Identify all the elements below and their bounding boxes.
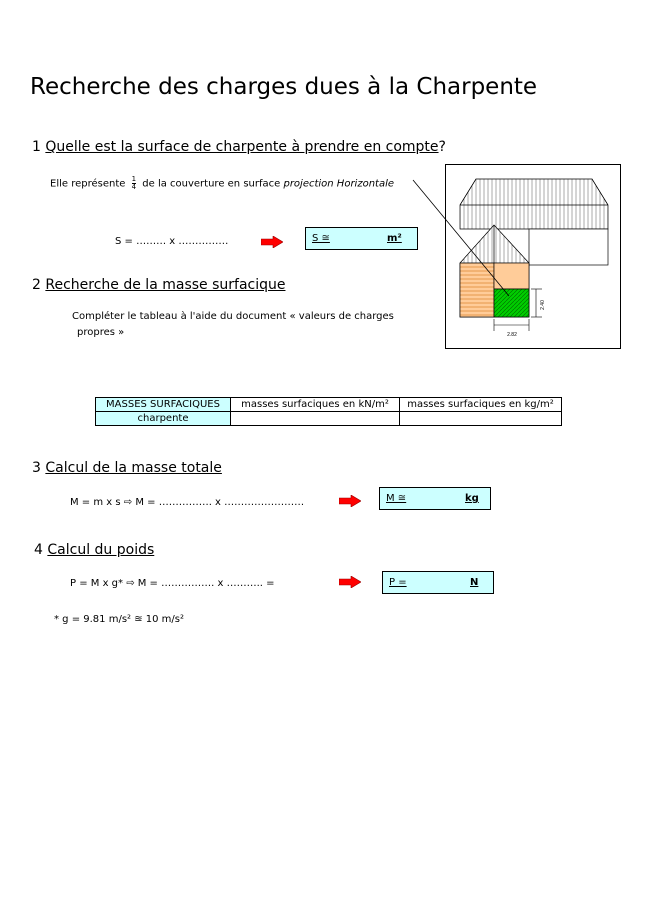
surface-answer-unit: m²	[387, 233, 402, 244]
surface-answer-box[interactable]	[305, 227, 418, 250]
section-1-heading	[32, 139, 446, 155]
dimension-vertical: 2.40	[540, 300, 546, 310]
section-4-title: Calcul du poids	[47, 542, 155, 558]
section-1-description	[50, 176, 394, 191]
instruction-line-1: Compléter le tableau à l'aide du document « valeurs de charges	[72, 311, 394, 322]
kg-input-cell[interactable]	[400, 412, 562, 426]
description-text-before: Elle représente	[50, 178, 126, 190]
table-header-row	[96, 398, 562, 412]
instruction-line-2: propres »	[77, 327, 125, 338]
section-3-number: 3	[32, 460, 41, 476]
mass-answer-box[interactable]	[379, 487, 491, 510]
dimension-horizontal: 2.82	[507, 332, 517, 338]
mass-answer-label: M ≅	[386, 493, 407, 504]
section-4-heading	[34, 542, 154, 558]
table-row	[96, 412, 562, 426]
fraction	[132, 176, 136, 191]
surface-answer-label: S ≅	[312, 233, 330, 244]
gravity-note: * g = 9.81 m/s² ≊ 10 m/s²	[54, 614, 185, 625]
fraction-denominator: 4	[131, 183, 137, 191]
red-arrow-icon	[339, 495, 361, 507]
mass-answer-unit: kg	[465, 493, 479, 504]
section-1-qmark: ?	[438, 139, 446, 155]
table-header-cell: masses surfaciques en kN/m²	[231, 398, 400, 412]
table-header-cell: masses surfaciques en kg/m²	[400, 398, 562, 412]
roof-plan-figure	[445, 164, 621, 349]
section-3-heading	[32, 460, 222, 476]
section-2-heading	[32, 277, 285, 293]
weight-answer-box[interactable]	[382, 571, 494, 594]
weight-formula: P = M x g* ⇨ M = ……………. x ……….. =	[70, 578, 275, 589]
weight-answer-label: P =	[389, 577, 407, 588]
roof-plan-drawing	[446, 165, 620, 348]
page-title: Recherche des charges dues à la Charpente	[30, 74, 538, 100]
mass-formula: M = m x s ⇨ M = ……………. x ……………………	[70, 497, 305, 508]
red-arrow-icon	[261, 236, 283, 248]
table-row-label: charpente	[96, 412, 231, 426]
surface-formula: S = ……… x ……………	[115, 236, 229, 247]
weight-answer-unit: N	[470, 577, 479, 588]
section-2-title: Recherche de la masse surfacique	[45, 277, 286, 293]
fraction-numerator: 1	[131, 175, 137, 183]
section-1-number: 1	[32, 139, 41, 155]
kn-input-cell[interactable]	[231, 412, 400, 426]
section-1-title: Quelle est la surface de charpente à prendre en compte	[45, 139, 439, 155]
masses-table	[95, 397, 562, 426]
section-3-title: Calcul de la masse totale	[45, 460, 222, 476]
red-arrow-icon	[339, 576, 361, 588]
description-italic: projection Horizontale	[283, 178, 395, 190]
section-4-number: 4	[34, 542, 43, 558]
table-header-cell: MASSES SURFACIQUES	[96, 398, 231, 412]
description-text-after: de la couverture en surface	[142, 178, 281, 190]
section-2-number: 2	[32, 277, 41, 293]
